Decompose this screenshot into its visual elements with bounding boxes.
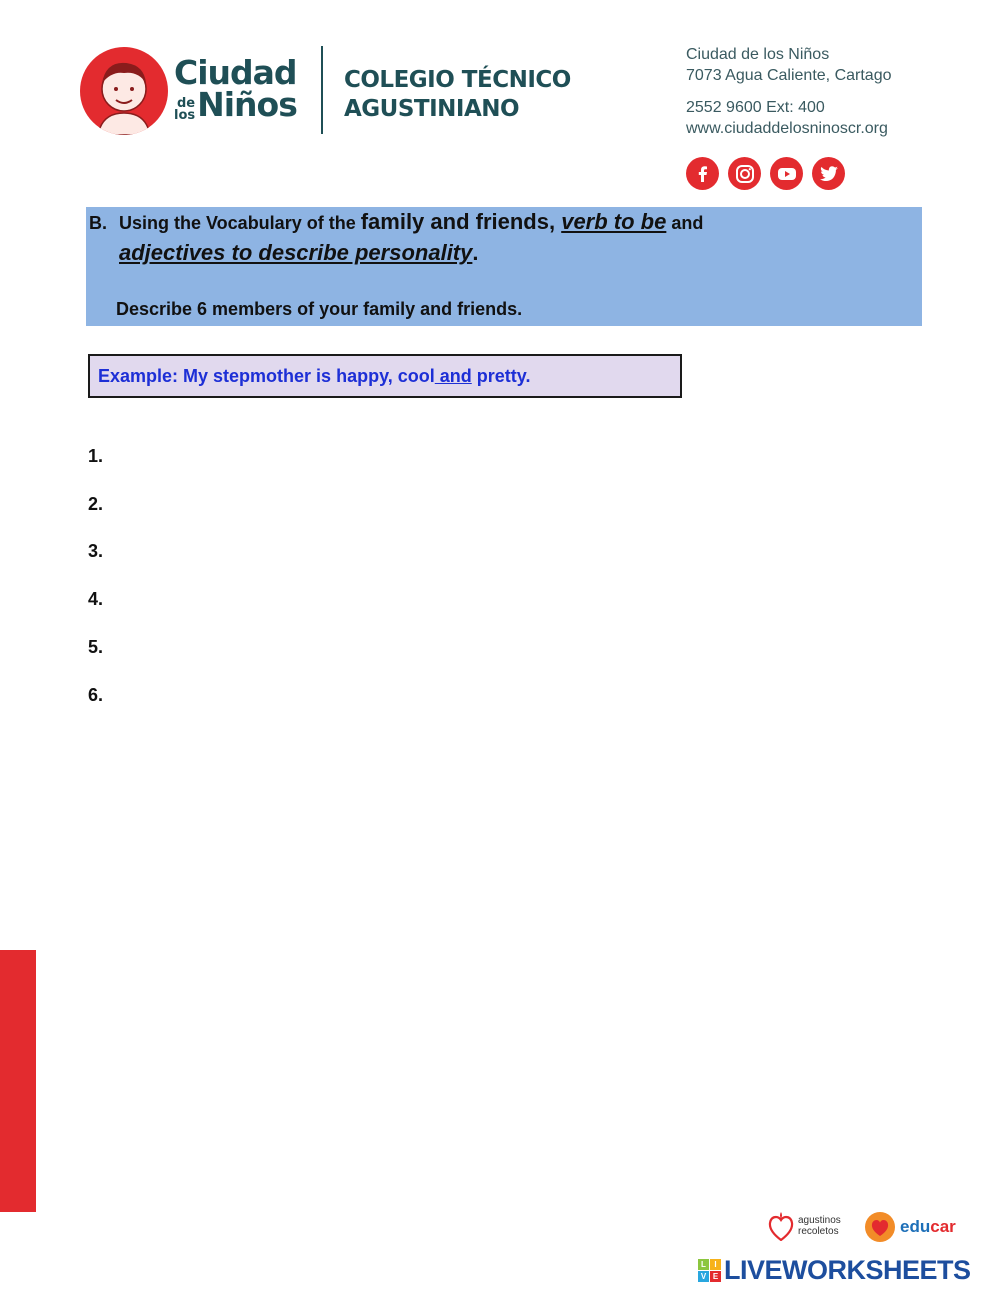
- school-name-line2: AGUSTINIANO: [344, 96, 520, 122]
- answer-item-4[interactable]: 4.: [88, 589, 104, 609]
- instruction-part5: adjectives to describe personality: [119, 240, 473, 265]
- lw-block-i: I: [710, 1259, 721, 1270]
- lw-block-v: V: [698, 1271, 709, 1282]
- instruction-part3: verb to be: [561, 209, 667, 234]
- liveworksheets-blocks-icon: [698, 1259, 721, 1282]
- agustinos-line1: agustinos: [798, 1215, 841, 1226]
- liveworksheets-text: LIVEWORKSHEETS: [724, 1255, 971, 1285]
- school-logo-badge: [80, 47, 168, 135]
- contact-line2: 7073 Agua Caliente, Cartago: [686, 67, 892, 84]
- lw-block-e: E: [710, 1271, 721, 1282]
- example-before: Example: My stepmother is happy, cool: [98, 366, 435, 386]
- answer-item-5[interactable]: 5.: [88, 637, 104, 657]
- instruction-part6: .: [472, 240, 479, 265]
- youtube-icon[interactable]: [770, 157, 803, 190]
- contact-phone: 2552 9600 Ext: 400: [686, 99, 825, 116]
- instruction-line1: [119, 209, 703, 235]
- twitter-icon[interactable]: [812, 157, 845, 190]
- agustinos-recoletos-logo: [768, 1211, 841, 1241]
- educar-part-a: edu: [900, 1217, 931, 1236]
- agustinos-line2: recoletos: [798, 1226, 839, 1237]
- instruction-task: Describe 6 members of your family and friends.: [116, 299, 523, 319]
- instruction-part4: and: [666, 213, 704, 233]
- example-box: [88, 354, 682, 398]
- side-red-bar: [0, 950, 36, 1212]
- header-divider: [321, 46, 323, 134]
- answer-item-1[interactable]: 1.: [88, 446, 104, 466]
- answer-item-3[interactable]: 3.: [88, 541, 104, 561]
- brand-line2: Niños: [197, 85, 297, 124]
- child-face-icon: [80, 47, 168, 135]
- brand-wordmark: [174, 53, 297, 124]
- contact-block: [686, 44, 891, 139]
- brand-small-bottom: los: [174, 108, 196, 123]
- example-text: [98, 366, 530, 387]
- educar-part-b: car: [930, 1217, 956, 1236]
- instruction-box: [86, 207, 922, 326]
- answer-item-6[interactable]: 6.: [88, 685, 104, 705]
- facebook-icon[interactable]: [686, 157, 719, 190]
- brand-line1: Ciudad: [174, 53, 297, 92]
- instruction-part2: family and friends,: [360, 209, 562, 234]
- heart-flame-icon: [768, 1211, 794, 1241]
- educar-heart-icon: [864, 1211, 896, 1243]
- educar-logo: [864, 1211, 956, 1243]
- answer-item-2[interactable]: 2.: [88, 494, 104, 514]
- example-after: pretty.: [471, 366, 531, 386]
- instruction-line2: [119, 240, 479, 266]
- liveworksheets-logo[interactable]: [698, 1256, 971, 1284]
- example-underlined: and: [434, 366, 472, 386]
- school-name-line1: COLEGIO TÉCNICO: [344, 67, 571, 93]
- contact-line1: Ciudad de los Niños: [686, 46, 830, 63]
- brand-small-top: de: [177, 96, 196, 111]
- social-icons: [686, 157, 845, 190]
- contact-website[interactable]: www.ciudaddelosninoscr.org: [686, 120, 888, 137]
- section-letter: B.: [89, 213, 107, 233]
- lw-block-l: L: [698, 1259, 709, 1270]
- instruction-part1: Using the Vocabulary of the: [119, 213, 361, 233]
- instagram-icon[interactable]: [728, 157, 761, 190]
- school-name: [344, 66, 571, 124]
